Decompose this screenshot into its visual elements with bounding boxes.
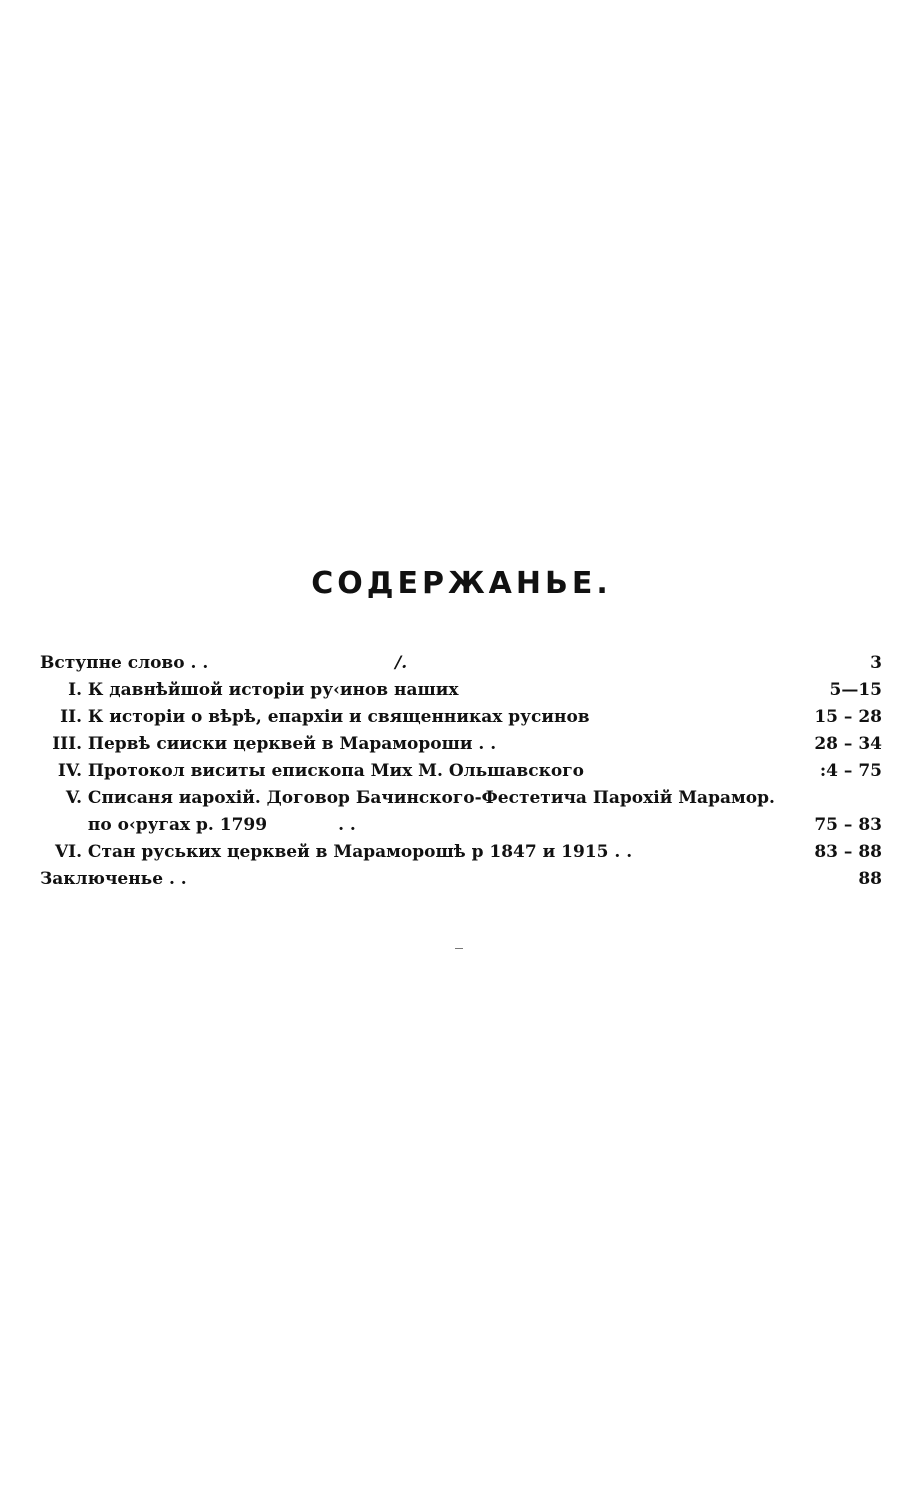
toc-conclusion-pages: 88 (858, 869, 882, 889)
toc-intro-label: Вступне слово . . (40, 653, 209, 673)
toc-row-chapter-1 (40, 677, 882, 704)
toc-chapter-title: Протокол виситы епископа Мих М. Ольшавского (87, 761, 584, 781)
toc-row-chapter-6 (40, 839, 882, 866)
toc-chapter-number: VI. (54, 842, 82, 862)
toc-row-chapter-2 (40, 704, 882, 731)
toc-chapter-number: I. (68, 680, 82, 700)
toc-row-chapter-5-continued (40, 812, 882, 839)
toc-chapter-pages: 15 – 28 (814, 707, 882, 727)
toc-chapter-title: Стан руських церквей в Мараморошѣ р 1847 и 1915 . . (87, 842, 633, 862)
toc-row-conclusion (40, 866, 882, 893)
toc-chapter-title: Первѣ сииски церквей в Марамороши . . (87, 734, 497, 754)
toc-chapter-number: III. (52, 734, 82, 754)
toc-chapter-title: Списаня иарохій. Договор Бачинского-Фестетича Парохій Марамор. (87, 788, 775, 808)
toc-row-intro (40, 650, 882, 677)
toc-chapter-title: по о‹ругах р. 1799 . . (87, 815, 356, 835)
table-of-contents (40, 650, 882, 893)
ink-dash-mark (455, 948, 463, 949)
toc-chapter-number: II. (60, 707, 82, 727)
toc-chapter-title: К исторіи о вѣрѣ, епархіи и священниках русинов (87, 707, 590, 727)
toc-chapter-pages: 5—15 (829, 680, 882, 700)
toc-conclusion-label: Заключенье . . (40, 869, 187, 889)
page-title: СОДЕРЖАНЬЕ. (311, 566, 612, 601)
toc-intro-pages: 3 (870, 653, 882, 673)
toc-row-chapter-4 (40, 758, 882, 785)
toc-chapter-pages: :4 – 75 (819, 761, 882, 781)
toc-chapter-number: V. (65, 788, 82, 808)
toc-chapter-number: IV. (57, 761, 82, 781)
toc-chapter-pages: 75 – 83 (814, 815, 882, 835)
toc-row-chapter-3 (40, 731, 882, 758)
toc-row-chapter-5 (40, 785, 882, 812)
handwritten-mark: /. (395, 653, 408, 673)
toc-chapter-pages: 83 – 88 (814, 842, 882, 862)
toc-chapter-title: К давнѣйшой исторіи ру‹инов наших (87, 680, 459, 700)
toc-chapter-pages: 28 – 34 (814, 734, 882, 754)
